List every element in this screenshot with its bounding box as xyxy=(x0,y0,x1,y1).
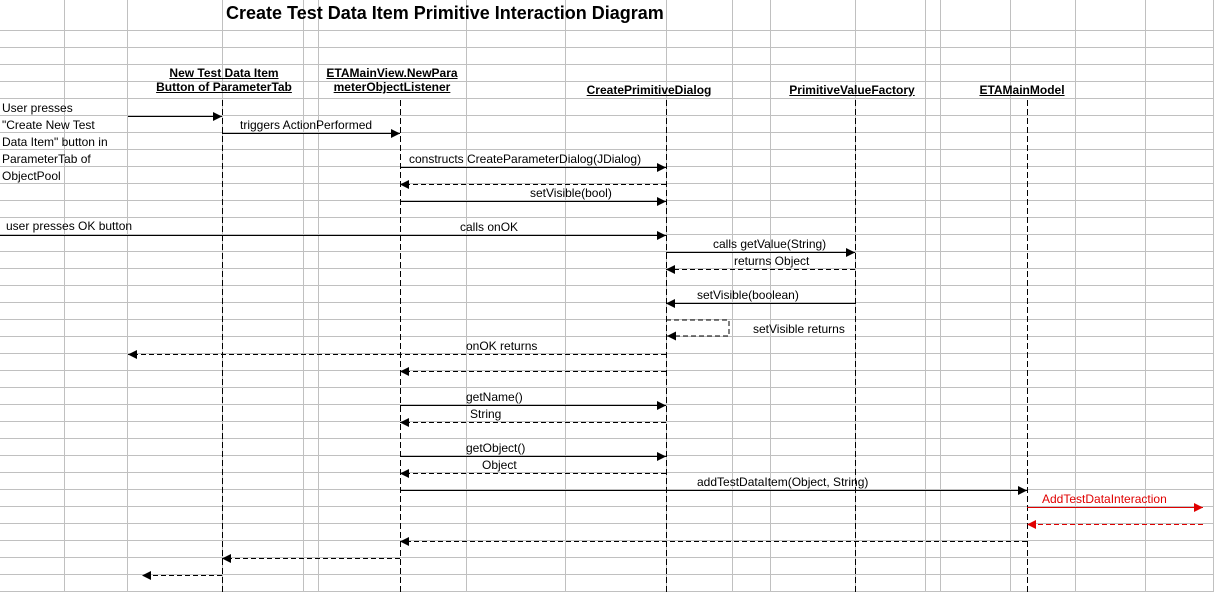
lifeline-header-tab-line2: Button of ParameterTab xyxy=(156,80,292,94)
lifeline-header-dialog xyxy=(566,83,732,97)
message-label: String xyxy=(470,407,502,421)
note-line: "Create New Test xyxy=(2,118,95,132)
message-label: constructs CreateParameterDialog(JDialog) xyxy=(409,152,642,166)
diagram-title: Create Test Data Item Primitive Interaction Diagram xyxy=(226,3,664,23)
message-label: setVisible(bool) xyxy=(530,186,612,200)
message-label: addTestDataItem(Object, String) xyxy=(697,475,869,489)
message-label: triggers ActionPerformed xyxy=(240,118,373,132)
lifeline-header-tab-line1: New Test Data Item xyxy=(169,66,279,80)
lifeline-header-listener-line2: meterObjectListener xyxy=(333,80,451,94)
lifelines xyxy=(223,100,1028,592)
lifeline-header-listener xyxy=(318,66,466,94)
note-user-presses xyxy=(2,100,108,185)
message-label: calls onOK xyxy=(460,220,519,234)
lifeline-header-factory xyxy=(770,83,934,97)
message-label: setVisible(boolean) xyxy=(697,288,799,302)
note-line: Data Item" button in xyxy=(2,135,108,149)
message-label: onOK returns xyxy=(466,339,538,353)
note-line: ObjectPool xyxy=(2,169,61,183)
lifeline-header-model-line1: ETAMainModel xyxy=(979,83,1065,97)
message-label: setVisible returns xyxy=(753,322,845,336)
message-label: getName() xyxy=(466,390,523,404)
lifeline-header-tab xyxy=(124,66,324,94)
lifeline-header-listener-line1: ETAMainView.NewPara xyxy=(326,66,458,80)
message-label: calls getValue(String) xyxy=(713,237,827,251)
note-line: ParameterTab of xyxy=(2,152,91,166)
lifeline-header-model xyxy=(950,83,1094,97)
message-label: Object xyxy=(482,458,517,472)
message-label: returns Object xyxy=(734,254,810,268)
message-arrow-self xyxy=(666,320,729,336)
note-ok-button: user presses OK button xyxy=(6,219,133,233)
note-line: User presses xyxy=(2,101,73,115)
lifeline-header-dialog-line1: CreatePrimitiveDialog xyxy=(586,83,712,97)
lifeline-header-factory-line1: PrimitiveValueFactory xyxy=(789,83,915,97)
message-label: getObject() xyxy=(466,441,526,455)
message-label-red: AddTestDataInteraction xyxy=(1042,492,1167,506)
